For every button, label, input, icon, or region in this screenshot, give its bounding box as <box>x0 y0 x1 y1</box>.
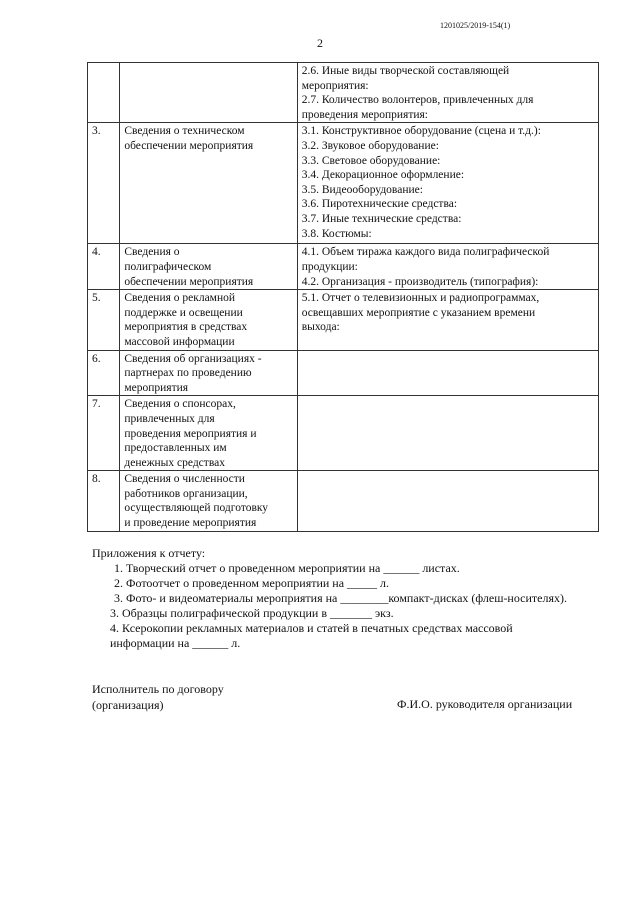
section-name-line: проведения мероприятия и <box>124 427 257 440</box>
content-line: 2.7. Количество волонтеров, привлеченных для <box>301 94 534 107</box>
table-row <box>88 123 599 244</box>
section-name-line: и проведение мероприятия <box>124 517 257 530</box>
row-content <box>297 290 598 350</box>
table-row <box>88 396 599 471</box>
row-content <box>297 396 598 471</box>
row-section-name <box>120 290 297 350</box>
content-line: 3.4. Декорационное оформление: <box>301 169 465 182</box>
content-line: 3.6. Пиротехнические средства: <box>301 198 458 211</box>
signature-executor <box>92 681 224 713</box>
row-number <box>88 63 120 123</box>
row-section-name <box>120 350 297 396</box>
row-section-name <box>120 244 297 290</box>
row-content <box>297 63 598 123</box>
content-line: 3.2. Звуковое оборудование: <box>301 139 439 152</box>
report-table <box>87 62 599 532</box>
section-name-line: Сведения о рекламной <box>124 292 236 305</box>
section-name-line: предоставленных им <box>124 442 227 455</box>
appendix-item: 3. Образцы полиграфической продукции в _______ экз. <box>110 606 394 620</box>
table-row <box>88 471 599 531</box>
row-number: 5. <box>88 290 120 350</box>
content-line: 4.2. Организация - производитель (типография): <box>301 275 539 288</box>
section-name-line: привлеченных для <box>124 412 215 425</box>
signature-head-name: Ф.И.О. руководителя организации <box>397 697 573 711</box>
row-section-name <box>120 471 297 531</box>
content-line: 2.6. Иные виды творческой составляющей <box>301 65 510 77</box>
section-name-line: работников организации, <box>124 487 248 500</box>
content-line: 4.1. Объем тиража каждого вида полиграфической <box>301 246 550 259</box>
content-line: 5.1. Отчет о телевизионных и радиопрограммах, <box>301 292 540 305</box>
report-table-body <box>88 63 599 532</box>
appendix-item: 2. Фотоотчет о проведенном мероприятии на _____ л. <box>114 576 390 590</box>
content-line: выхода: <box>301 321 340 334</box>
section-name-line: Сведения о спонсорах, <box>124 398 236 411</box>
content-line: 3.8. Костюмы: <box>301 227 372 240</box>
appendix-item: 4. Ксерокопии рекламных материалов и статей в печатных средствах массовой <box>110 621 513 635</box>
executor-label: Исполнитель по договору <box>92 682 224 696</box>
row-number: 8. <box>88 471 120 531</box>
document-number: 1201025/2019-154(1) <box>440 21 511 30</box>
content-line: продукции: <box>301 260 358 273</box>
content-line: 3.7. Иные технические средства: <box>301 212 462 225</box>
section-name-line: партнерах по проведению <box>124 367 252 380</box>
appendix-item: 3. Фото- и видеоматериалы мероприятия на ________компакт-дисках (флеш-носителях). <box>114 591 567 605</box>
appendix-item-continued: информации на ______ л. <box>110 636 241 650</box>
content-line: проведения мероприятия: <box>301 108 428 121</box>
appendix-title: Приложения к отчету: <box>92 546 206 560</box>
section-name-line: Сведения о <box>124 246 180 259</box>
table-row <box>88 244 599 290</box>
content-line: 3.1. Конструктивное оборудование (сцена и т.д.): <box>301 125 541 138</box>
table-row <box>88 290 599 350</box>
content-line: освещавших мероприятие с указанием времени <box>301 306 536 319</box>
content-line: 3.5. Видеооборудование: <box>301 183 423 196</box>
page-number: 2 <box>317 36 323 50</box>
row-number: 4. <box>88 244 120 290</box>
section-name-line: массовой информации <box>124 335 235 348</box>
content-line: 3.3. Световое оборудование: <box>301 154 441 167</box>
content-line: мероприятия: <box>301 79 369 92</box>
section-name-line: Сведения о техническом <box>124 125 245 138</box>
row-section-name <box>120 396 297 471</box>
section-name-line: Сведения об организациях - <box>124 352 262 365</box>
row-section-name <box>120 123 297 244</box>
row-number: 6. <box>88 350 120 396</box>
table-row <box>88 350 599 396</box>
appendix-section <box>92 546 567 651</box>
row-content <box>297 244 598 290</box>
table-row <box>88 63 599 123</box>
section-name-line: денежных средствах <box>124 456 225 469</box>
row-content <box>297 123 598 244</box>
section-name-line: мероприятия <box>124 381 189 394</box>
section-name-line: Сведения о численности <box>124 473 245 486</box>
row-number: 7. <box>88 396 120 471</box>
section-name-line: поддержке и освещении <box>124 306 243 319</box>
section-name-line: обеспечении мероприятия <box>124 275 254 288</box>
section-name-line: осуществляющей подготовку <box>124 502 269 515</box>
organization-label: (организация) <box>92 698 164 712</box>
section-name-line: мероприятия в средствах <box>124 321 248 334</box>
section-name-line: обеспечении мероприятия <box>124 139 254 152</box>
appendix-item: 1. Творческий отчет о проведенном мероприятии на ______ листах. <box>114 561 460 575</box>
row-content <box>297 471 598 531</box>
section-name-line: полиграфическом <box>124 260 212 273</box>
row-number: 3. <box>88 123 120 244</box>
row-content <box>297 350 598 396</box>
row-section-name <box>120 63 297 123</box>
